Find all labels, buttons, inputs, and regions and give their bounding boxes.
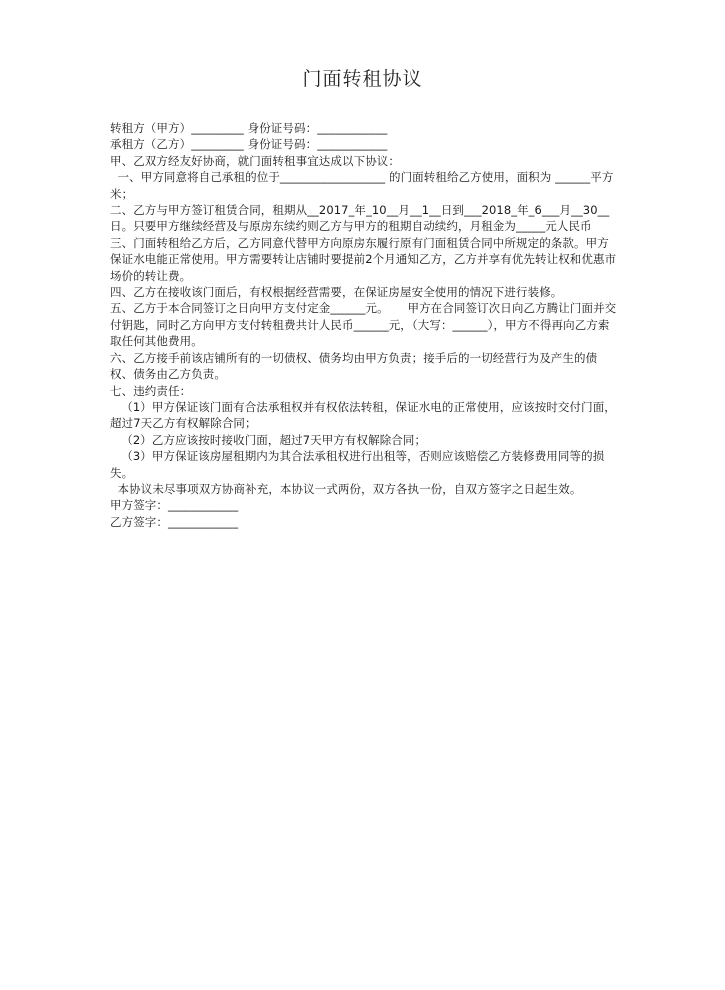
clause-7-heading: 七、违约责任： <box>110 383 192 398</box>
clause-7-item-3: （3）甲方保证该房屋租期内为其合法承租权进行出租等，否则应该赔偿乙方装修费用同等的损失。 <box>110 449 605 480</box>
clause-7-item-1: （1）甲方保证该门面有合法承租权并有权依法转租，保证水电的正常使用，应该按时交付门面，超过7天乙方有权解除合同； <box>110 399 616 431</box>
document-body <box>110 120 620 530</box>
clause-5: 五、乙方于本合同签订之日向甲方支付定金______元。 甲方在合同签订次日向乙方腾让门面并交付钥匙，同时乙方向甲方支付转租费共计人民币______元，（大写：______），甲方不得再向乙方索取任何其他费用。 <box>110 301 617 349</box>
clause-3: 三、门面转租给乙方后，乙方同意代替甲方向原房东履行原有门面租赁合同中所规定的条款。甲方保证水电能正常使用。甲方需要转让店铺时要提前2个月通知乙方，乙方并享有优先转让权和优惠市场价的转让费。 <box>110 235 617 283</box>
party-b-signature: 乙方签字：____________ <box>110 514 239 529</box>
clause-1: 一、甲方同意将自己承租的位于__________________ 的门面转租给乙方使用，面积为 ______平方米； <box>110 170 614 201</box>
clause-7-item-2: （2）乙方应该按时接收门面，超过7天甲方有权解除合同； <box>110 432 427 447</box>
lessor-line: 转租方（甲方）_________ 身份证号码：____________ <box>110 121 388 135</box>
closing-line: 本协议未尽事项双方协商补充，本协议一式两份，双方各执一份，自双方签字之日起生效。 <box>110 481 582 496</box>
intro-line: 甲、乙双方经友好协商，就门面转租事宜达成以下协议： <box>110 153 400 168</box>
clause-4: 四、乙方在接收该门面后，有权根据经营需要，在保证房屋安全使用的情况下进行装修。 <box>110 285 563 300</box>
document-title: 门面转租协议 <box>302 68 423 90</box>
lessee-line: 承租方（乙方）_________ 身份证号码：____________ <box>110 137 388 152</box>
clause-6: 六、乙方接手前该店铺所有的一切债权、债务均由甲方负责；接手后的一切经营行为及产生的债权、债务由乙方负责。 <box>110 350 598 382</box>
party-a-signature: 甲方签字：____________ <box>110 498 239 513</box>
clause-2: 二、乙方与甲方签订租赁合同，租期从__2017_年_10__月__1__日到___2018_年_6___月__30__日。只要甲方继续经营及与原房东续约则乙方与甲方的租期自动续约，月租金为_____元人民币 <box>110 203 610 234</box>
